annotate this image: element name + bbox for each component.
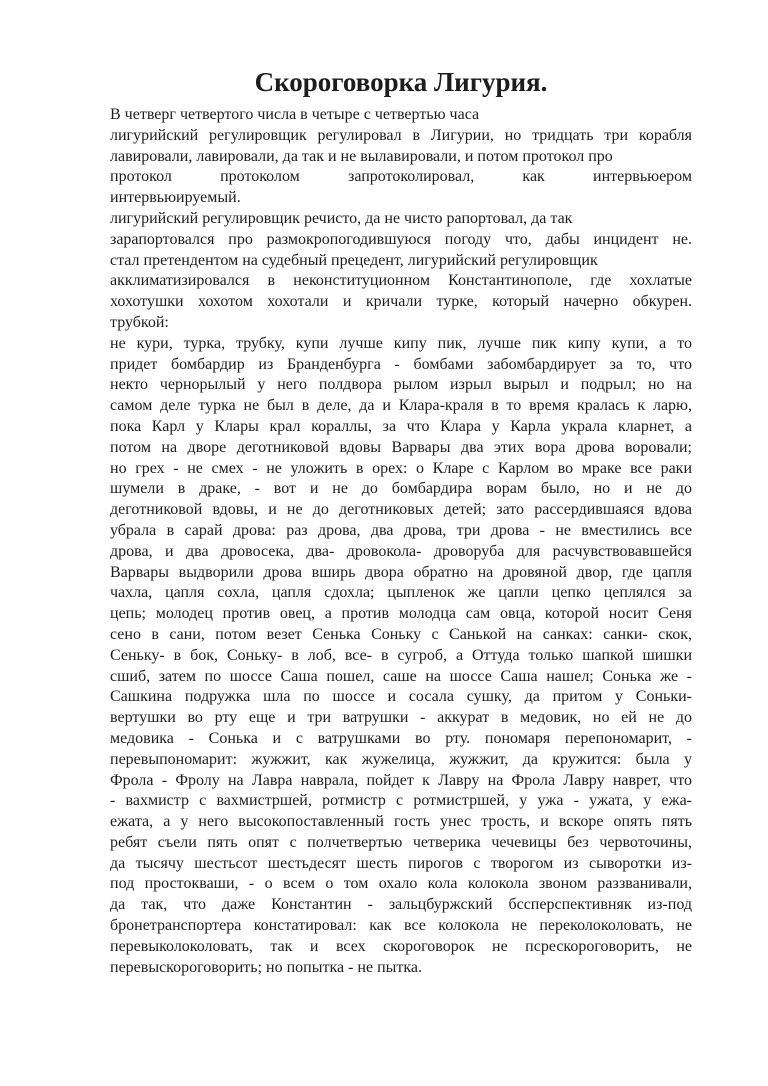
text-line: да так, что даже Константин - зальцбуржский бссперспективняк из-под [110, 896, 692, 914]
text-line: некто чернорылый у него полдвора рылом изрыл вырыл и подрыл; но на [110, 376, 692, 394]
text-line: не кури, турка, трубку, купи лучше кипу пик, лучше пик кипу купи, а то [110, 334, 692, 352]
text-line: Сеньку- в бок, Соньку- в лоб, все- в сугроб, а Оттуда только шапкой шишки [110, 646, 692, 664]
text-line: перевыскороговорить; но попытка - не пытка. [110, 958, 423, 976]
text-line: Варвары выдворили дрова вширь двора обратно на дровяной двор, где цапля [110, 563, 692, 581]
text-line: стал претендентом на судебный прецедент, лигурийский регулировщик [110, 251, 598, 269]
text-line: медовика - Сонька и с ватрушками во рту. пономаря перепономарит, - [110, 729, 692, 747]
text-line: бронетранспортера констатировал: как все колокола не переколоколовать, не [110, 917, 692, 935]
text-line: акклиматизировался в неконституционном Константинополе, где хохлатые [110, 272, 692, 290]
text-line: протокол протоколом запротоколировал, как интервьюером [110, 168, 692, 186]
text-line: ребят съели пять опят с полчетвертью четверика чечевицы без червоточины, [110, 833, 692, 851]
text-line: убрала в сарай дрова: раз дрова, два дрова, три дрова - не вместились все [110, 521, 692, 539]
text-line: деготниковой вдовы, и не до деготниковых детей; зато рассердившаяся вдова [110, 501, 692, 519]
text-line: перевыколоколовать, так и всех скороговорок не псрескороговорить, не [110, 937, 692, 955]
text-line: вертушки во рту еще и три ватрушки - аккурат в медовик, но ей не до [110, 709, 692, 727]
text-line: хохотушки хохотом хохотали и кричали турке, который начерно обкурен. [110, 293, 692, 311]
text-line: Фрола - Фролу на Лавра наврала, пойдет к Лавру на Фрола Лавру наврет, что [110, 771, 692, 789]
text-line: под простокваши, - о всем о том охало кола колокола звоном раззванивали, [110, 875, 692, 893]
text-line: шумели в драке, - вот и не до бомбардира ворам было, но и не до [110, 480, 692, 498]
document-title: Скороговорка Лигурия. [254, 67, 548, 97]
text-line: сшиб, затем по шоссе Саша пошел, саше на шоссе Саша нашел; Сонька же - [110, 667, 692, 685]
text-line: но грех - не смех - не уложить в орех: о Кларе с Карлом во мраке все раки [110, 459, 692, 477]
text-line: лавировали, лавировали, да так и не вылавировали, и потом протокол про [110, 147, 613, 165]
text-line: потом на дворе деготниковой вдовы Варвары два этих вора дрова воровали; [110, 438, 692, 456]
text-line: самом деле турка не был в деле, да и Клара-краля в то время кралась к ларю, [110, 397, 692, 415]
text-line: - вахмистр с вахмистршей, ротмистр с ротмистршей, у ужа - ужата, у ежа- [110, 792, 692, 810]
text-line: цепь; молодец против овец, а против молодца сам овца, которой носит Сеня [110, 605, 692, 623]
text-line: лигурийский регулировщик речисто, да не чисто рапортовал, да так [110, 209, 573, 227]
text-line: зарапортовался про размокропогодившуюся погоду что, дабы инцидент не. [110, 230, 692, 248]
text-line: пока Карл у Клары крал кораллы, за что Клара у Карла украла кларнет, а [110, 417, 692, 435]
text-line: да тысячу шестьсот шестьдесят шесть пирогов с творогом из сыворотки из- [110, 854, 692, 872]
text-line: лигурийский регулировщик регулировал в Лигурии, но тридцать три корабля [110, 126, 692, 144]
text-line: перевыпономарит: жужжит, как жужелица, жужжит, да кружится: была у [110, 750, 692, 768]
text-line: ежата, а у него высокопоставленный гость унес трость, и вскоре опять пять [110, 813, 692, 831]
text-line: Сашкина подружка шла по шоссе и сосала сушку, да притом у Соньки- [110, 688, 692, 706]
text-line: В четверг четвертого числа в четыре с четвертью часа [110, 106, 480, 123]
text-line: интервьюируемый. [110, 189, 241, 207]
document-body [110, 105, 692, 978]
text-line: чахла, цапля сохла, цапля сдохла; цыпленок же цапли цепко цеплялся за [110, 584, 692, 602]
text-line: придет бомбардир из Бранденбурга - бомбами забомбардирует за то, что [110, 355, 692, 373]
text-line: сено в сани, потом везет Сенька Соньку с Санькой на санках: санки- скок, [110, 625, 692, 643]
text-line: трубкой: [110, 313, 169, 331]
text-line: дрова, и два дровосека, два- дровокола- дроворуба для расчувствовавшейся [110, 542, 692, 560]
